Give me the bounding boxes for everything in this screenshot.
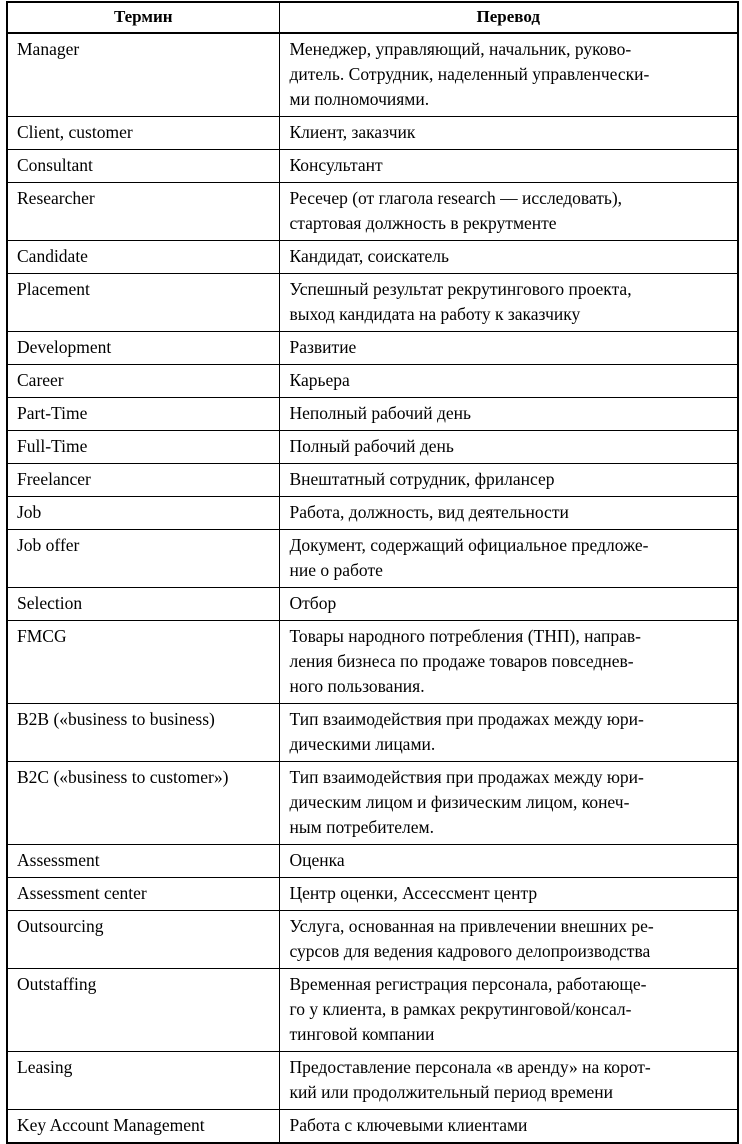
translation-line: Документ, содержащий официальное предложе- bbox=[289, 535, 649, 555]
cell-translation bbox=[279, 431, 738, 464]
translation-line: ми полномочиями. bbox=[289, 89, 430, 109]
cell-term: Assessment center bbox=[7, 878, 279, 911]
cell-term: Part-Time bbox=[7, 398, 279, 431]
cell-translation bbox=[279, 183, 738, 241]
translation-line: тинговой компании bbox=[289, 1024, 435, 1044]
translation-line: Оценка bbox=[289, 850, 345, 870]
cell-term: FMCG bbox=[7, 621, 279, 704]
table-row bbox=[7, 704, 738, 762]
table-row bbox=[7, 332, 738, 365]
glossary-table-container bbox=[6, 1, 737, 1144]
cell-term: Job bbox=[7, 497, 279, 530]
translation-line: Ресечер (от глагола research — исследовать), bbox=[289, 188, 623, 208]
translation-line: кий или продолжительный период времени bbox=[289, 1082, 614, 1102]
cell-translation bbox=[279, 33, 738, 117]
translation-line: Временная регистрация персонала, работающе- bbox=[289, 974, 647, 994]
cell-term: Job offer bbox=[7, 530, 279, 588]
translation-line: Внештатный сотрудник, фрилансер bbox=[289, 469, 555, 489]
translation-line: Развитие bbox=[289, 337, 357, 357]
translation-line: Центр оценки, Ассессмент центр bbox=[289, 883, 538, 903]
table-row bbox=[7, 117, 738, 150]
table-row bbox=[7, 878, 738, 911]
cell-term: B2B («business to business) bbox=[7, 704, 279, 762]
table-row bbox=[7, 911, 738, 969]
table-header bbox=[7, 2, 738, 33]
cell-translation bbox=[279, 1052, 738, 1110]
table-row bbox=[7, 1052, 738, 1110]
translation-line: ным потребителем. bbox=[289, 817, 434, 837]
cell-translation bbox=[279, 241, 738, 274]
translation-line: Тип взаимодействия при продажах между юри- bbox=[289, 709, 644, 729]
cell-term: Candidate bbox=[7, 241, 279, 274]
translation-line: Полный рабочий день bbox=[289, 436, 454, 456]
translation-line: Менеджер, управляющий, начальник, руково- bbox=[289, 39, 632, 59]
table-row bbox=[7, 33, 738, 117]
table-row bbox=[7, 588, 738, 621]
glossary-table bbox=[6, 1, 739, 1144]
translation-line: ного пользования. bbox=[289, 676, 425, 696]
translation-line: го у клиента, в рамках рекрутинговой/консал- bbox=[289, 999, 632, 1019]
cell-translation bbox=[279, 704, 738, 762]
cell-term: Selection bbox=[7, 588, 279, 621]
cell-translation bbox=[279, 1110, 738, 1144]
cell-term: Freelancer bbox=[7, 464, 279, 497]
table-row bbox=[7, 150, 738, 183]
cell-translation bbox=[279, 464, 738, 497]
translation-line: Товары народного потребления (ТНП), направ- bbox=[289, 626, 641, 646]
cell-term: Outstaffing bbox=[7, 969, 279, 1052]
translation-line: дитель. Сотрудник, наделенный управленчески- bbox=[289, 64, 650, 84]
cell-translation bbox=[279, 365, 738, 398]
table-row bbox=[7, 274, 738, 332]
translation-line: Работа с ключевыми клиентами bbox=[289, 1115, 528, 1135]
table-row bbox=[7, 621, 738, 704]
cell-term: Outsourcing bbox=[7, 911, 279, 969]
table-row bbox=[7, 762, 738, 845]
translation-line: Работа, должность, вид деятельности bbox=[289, 502, 569, 522]
table-row bbox=[7, 497, 738, 530]
cell-term: Researcher bbox=[7, 183, 279, 241]
header-row bbox=[7, 2, 738, 33]
cell-term: Development bbox=[7, 332, 279, 365]
cell-term: Full-Time bbox=[7, 431, 279, 464]
translation-line: Консультант bbox=[289, 155, 383, 175]
translation-line: Услуга, основанная на привлечении внешних ре- bbox=[289, 916, 654, 936]
table-row bbox=[7, 398, 738, 431]
cell-translation bbox=[279, 398, 738, 431]
translation-line: выход кандидата на работу к заказчику bbox=[289, 304, 581, 324]
cell-translation bbox=[279, 762, 738, 845]
cell-translation bbox=[279, 117, 738, 150]
table-body bbox=[7, 33, 738, 1143]
cell-term: Client, customer bbox=[7, 117, 279, 150]
translation-line: Тип взаимодействия при продажах между юри- bbox=[289, 767, 644, 787]
cell-term: Manager bbox=[7, 33, 279, 117]
translation-line: сурсов для ведения кадрового делопроизводства bbox=[289, 941, 651, 961]
translation-line: дическим лицом и физическим лицом, конеч- bbox=[289, 792, 630, 812]
table-row bbox=[7, 969, 738, 1052]
cell-term: Assessment bbox=[7, 845, 279, 878]
table-row bbox=[7, 431, 738, 464]
translation-line: стартовая должность в рекрутменте bbox=[289, 213, 557, 233]
translation-line: Отбор bbox=[289, 593, 337, 613]
cell-term: Key Account Management bbox=[7, 1110, 279, 1144]
table-row bbox=[7, 183, 738, 241]
cell-translation bbox=[279, 274, 738, 332]
cell-translation bbox=[279, 332, 738, 365]
cell-translation bbox=[279, 497, 738, 530]
table-row bbox=[7, 845, 738, 878]
translation-line: дическими лицами. bbox=[289, 734, 436, 754]
table-row bbox=[7, 1110, 738, 1144]
table-row bbox=[7, 365, 738, 398]
cell-translation bbox=[279, 621, 738, 704]
translation-line: Клиент, заказчик bbox=[289, 122, 416, 142]
table-row bbox=[7, 464, 738, 497]
column-header-term: Термин bbox=[7, 2, 279, 33]
translation-line: Карьера bbox=[289, 370, 350, 390]
table-row bbox=[7, 241, 738, 274]
cell-term: Career bbox=[7, 365, 279, 398]
translation-line: Предоставление персонала «в аренду» на корот- bbox=[289, 1057, 651, 1077]
cell-translation bbox=[279, 588, 738, 621]
cell-translation bbox=[279, 530, 738, 588]
translation-line: Кандидат, соискатель bbox=[289, 246, 449, 266]
cell-term: Consultant bbox=[7, 150, 279, 183]
cell-translation bbox=[279, 878, 738, 911]
translation-line: Неполный рабочий день bbox=[289, 403, 472, 423]
cell-term: B2C («business to customer») bbox=[7, 762, 279, 845]
cell-translation bbox=[279, 150, 738, 183]
cell-translation bbox=[279, 969, 738, 1052]
column-header-translation: Перевод bbox=[279, 2, 738, 33]
cell-term: Placement bbox=[7, 274, 279, 332]
cell-translation bbox=[279, 845, 738, 878]
translation-line: ления бизнеса по продаже товаров повседнев- bbox=[289, 651, 634, 671]
table-row bbox=[7, 530, 738, 588]
translation-line: Успешный результат рекрутингового проекта, bbox=[289, 279, 632, 299]
cell-term: Leasing bbox=[7, 1052, 279, 1110]
cell-translation bbox=[279, 911, 738, 969]
translation-line: ние о работе bbox=[289, 560, 383, 580]
